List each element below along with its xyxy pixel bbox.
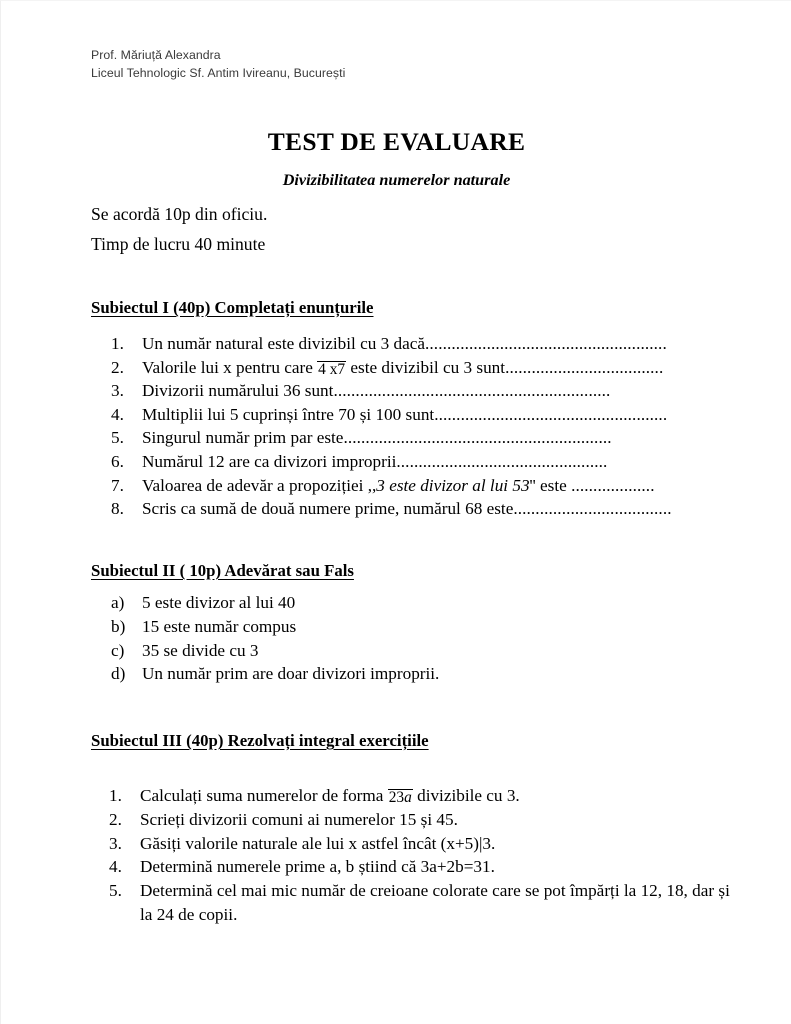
- list-item-marker: 2.: [111, 357, 124, 377]
- section-2-list: [111, 591, 591, 686]
- list-item: [111, 615, 591, 639]
- list-item-text: Scris ca sumă de două numere prime, numărul 68 este....................................: [142, 499, 672, 519]
- list-item: [111, 450, 731, 474]
- list-item-marker: 4.: [111, 404, 124, 424]
- list-item-text: Determină cel mai mic număr de creioane colorate care se pot împărți la 12, 18, dar și la 24 de copii.: [140, 881, 730, 924]
- list-item: [109, 855, 739, 879]
- dot-leader: ...............................................................: [333, 381, 611, 401]
- list-item-marker: d): [111, 664, 126, 684]
- list-item: [111, 379, 731, 403]
- list-item-text: Un număr natural este divizibil cu 3 dacă.......................................................: [142, 334, 667, 353]
- section-heading-2: Subiectul II ( 10p) Adevărat sau Fals: [91, 561, 354, 580]
- list-item-marker: 5.: [111, 428, 124, 448]
- list-item-text: Divizorii numărului 36 sunt...............................................................: [142, 381, 611, 401]
- list-item-text: Un număr prim are doar divizori improprii.: [142, 664, 440, 684]
- list-item: [111, 403, 731, 427]
- list-item-text: Valorile lui x pentru care 4 x7 este divizibil cu 3 sunt....................................: [142, 357, 664, 378]
- list-item-marker: 7.: [111, 475, 124, 495]
- list-item: [111, 591, 591, 615]
- dot-leader: ................................................: [396, 451, 608, 471]
- list-item-text: Determină numerele prime a, b știind că 3a+2b=31.: [140, 857, 495, 877]
- list-item-marker: 5.: [109, 881, 122, 901]
- list-item-marker: 4.: [109, 857, 122, 877]
- list-item: [109, 832, 739, 856]
- list-item: [109, 784, 739, 808]
- list-item-text: 5 este divizor al lui 40: [142, 593, 296, 612]
- list-item-marker: 6.: [111, 451, 124, 471]
- list-item-text: 35 se divide cu 3: [142, 640, 259, 660]
- list-item: [111, 639, 591, 663]
- list-item-marker: 2.: [109, 809, 122, 829]
- list-item-marker: c): [111, 640, 125, 660]
- section-heading-1: Subiectul I (40p) Completați enunțurile: [91, 298, 374, 317]
- dot-leader: ...................: [571, 475, 655, 495]
- page-canvas: [1, 1, 791, 1024]
- school-name: Liceul Tehnologic Sf. Antim Ivireanu, București: [91, 65, 346, 80]
- list-item-marker: 1.: [109, 786, 122, 805]
- list-item-marker: 3.: [111, 381, 124, 401]
- list-item-text: Valoarea de adevăr a propoziției ,,3 este divizor al lui 53'' este ...................: [142, 475, 655, 495]
- overbar-notation: 4 x7: [318, 360, 346, 378]
- note-oficiu: Se acordă 10p din oficiu.: [91, 204, 268, 224]
- list-item-text: Multiplii lui 5 cuprinși între 70 și 100 sunt.....................................................: [142, 404, 668, 424]
- author-name: Prof. Măriuță Alexandra: [91, 48, 221, 62]
- list-item: [109, 808, 739, 832]
- list-item-marker: 3.: [109, 833, 122, 853]
- section-1-list: [111, 332, 731, 521]
- list-item-text: Calculați suma numerelor de forma 23a divizibile cu 3.: [140, 786, 520, 806]
- list-item: [111, 662, 591, 686]
- list-item-text: Numărul 12 are ca divizori improprii................................................: [142, 451, 608, 471]
- author-header: [91, 47, 345, 82]
- list-item-marker: 1.: [111, 334, 124, 353]
- note-timp: Timp de lucru 40 minute: [91, 234, 266, 254]
- section-heading-3: Subiectul III (40p) Rezolvați integral exercițiile: [91, 731, 429, 750]
- list-item: [111, 332, 731, 356]
- list-item-text: Găsiți valorile naturale ale lui x astfel încât (x+5)|3.: [140, 833, 496, 853]
- dot-leader: ....................................: [513, 499, 672, 519]
- section-3-list: [109, 784, 739, 927]
- list-item: [111, 474, 731, 498]
- dot-leader: .....................................................: [434, 404, 668, 424]
- page-title: TEST DE EVALUARE: [267, 127, 526, 156]
- list-item: [111, 356, 731, 380]
- page-subtitle: Divizibilitatea numerelor naturale: [282, 171, 511, 189]
- dot-leader: .............................................................: [343, 428, 612, 448]
- list-item: [111, 426, 731, 450]
- list-item-marker: b): [111, 616, 126, 636]
- list-item-marker: a): [111, 593, 125, 612]
- list-item-text: Scrieți divizorii comuni ai numerelor 15 și 45.: [140, 809, 458, 829]
- overbar-notation: 23a: [388, 789, 412, 806]
- list-item: [109, 879, 732, 927]
- list-item-text: 15 este număr compus: [142, 616, 297, 636]
- dot-leader: .......................................................: [425, 334, 667, 353]
- italic-phrase: 3 este divizor al lui 53: [376, 475, 530, 495]
- list-item-text: Singurul număr prim par este.............................................................: [142, 428, 612, 448]
- list-item-marker: 8.: [111, 499, 124, 519]
- list-item: [111, 497, 731, 521]
- dot-leader: ....................................: [505, 357, 664, 377]
